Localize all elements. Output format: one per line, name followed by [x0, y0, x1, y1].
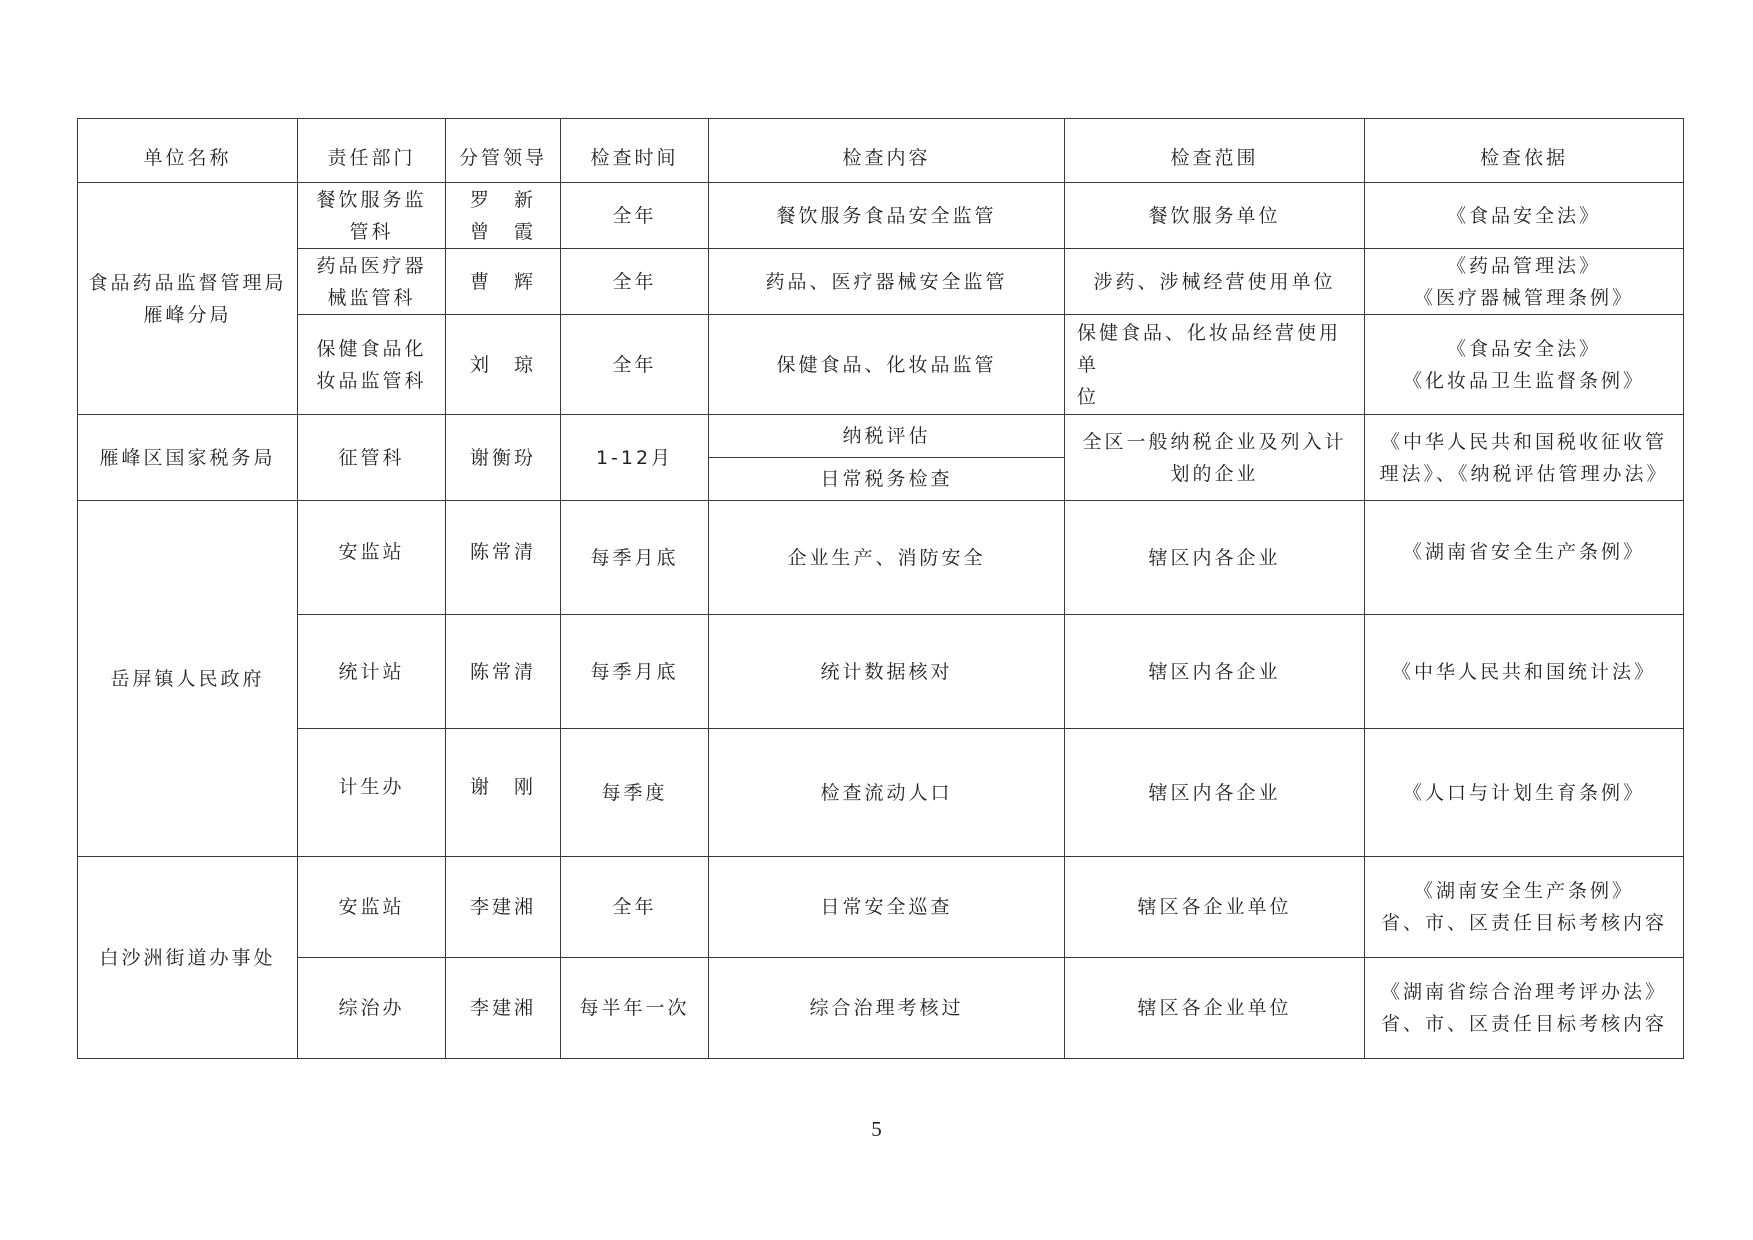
- table-row: [78, 857, 1684, 958]
- scope-cell: 辖区各企业单位: [1065, 857, 1365, 958]
- table-header-row: [78, 119, 1684, 183]
- leader-cell: 谢 刚: [446, 729, 561, 857]
- basis-cell: 《药品管理法》 《医疗器械管理条例》: [1365, 249, 1684, 315]
- time-cell: 1-12月: [561, 415, 709, 501]
- content-cell: 日常税务检查: [709, 458, 1065, 501]
- leader-cell: 陈常清: [446, 501, 561, 615]
- unit-cell: 雁峰区国家税务局: [78, 415, 298, 501]
- basis-cell: 《湖南省综合治理考评办法》 省、市、区责任目标考核内容: [1365, 958, 1684, 1059]
- leader-cell: 李建湘: [446, 958, 561, 1059]
- table-row: [78, 729, 1684, 857]
- leader-cell: 谢衡玢: [446, 415, 561, 501]
- table-row: [78, 615, 1684, 729]
- time-cell: 全年: [561, 249, 709, 315]
- header-time: 检查时间: [561, 119, 709, 183]
- dept-cell: 征管科: [298, 415, 446, 501]
- scope-cell: 餐饮服务单位: [1065, 183, 1365, 249]
- content-cell: 日常安全巡查: [709, 857, 1065, 958]
- leader-cell: 刘 琼: [446, 315, 561, 415]
- page-number: 5: [871, 1117, 882, 1141]
- unit-cell: 岳屏镇人民政府: [78, 501, 298, 857]
- dept-cell: 综治办: [298, 958, 446, 1059]
- basis-cell: 《食品安全法》: [1365, 183, 1684, 249]
- basis-cell: 《人口与计划生育条例》: [1365, 729, 1684, 857]
- scope-cell: 全区一般纳税企业及列入计 划的企业: [1065, 415, 1365, 501]
- scope-cell: 涉药、涉械经营使用单位: [1065, 249, 1365, 315]
- header-dept: 责任部门: [298, 119, 446, 183]
- dept-cell: 餐饮服务监 管科: [298, 183, 446, 249]
- header-scope: 检查范围: [1065, 119, 1365, 183]
- basis-cell: 《湖南省安全生产条例》: [1365, 501, 1684, 615]
- time-cell: 每季度: [561, 729, 709, 857]
- header-content: 检查内容: [709, 119, 1065, 183]
- header-unit: 单位名称: [78, 119, 298, 183]
- dept-cell: 统计站: [298, 615, 446, 729]
- header-basis: 检查依据: [1365, 119, 1684, 183]
- dept-cell: 药品医疗器 械监管科: [298, 249, 446, 315]
- table-row: [78, 183, 1684, 249]
- dept-cell: 安监站: [298, 857, 446, 958]
- dept-cell: 保健食品化 妆品监管科: [298, 315, 446, 415]
- leader-cell: 李建湘: [446, 857, 561, 958]
- time-cell: 每季月底: [561, 615, 709, 729]
- content-cell: 综合治理考核过: [709, 958, 1065, 1059]
- scope-cell: 辖区内各企业: [1065, 615, 1365, 729]
- time-cell: 每季月底: [561, 501, 709, 615]
- content-cell: 统计数据核对: [709, 615, 1065, 729]
- leader-cell: 罗 新 曾 霞: [446, 183, 561, 249]
- basis-cell: 《中华人民共和国税收征收管 理法》、《纳税评估管理办法》: [1365, 415, 1684, 501]
- content-cell: 企业生产、消防安全: [709, 501, 1065, 615]
- scope-cell: 辖区内各企业: [1065, 501, 1365, 615]
- time-cell: 全年: [561, 315, 709, 415]
- content-cell: 保健食品、化妆品监管: [709, 315, 1065, 415]
- header-leader: 分管领导: [446, 119, 561, 183]
- dept-cell: 安监站: [298, 501, 446, 615]
- content-cell: 检查流动人口: [709, 729, 1065, 857]
- table-row: [78, 249, 1684, 315]
- content-cell: 餐饮服务食品安全监管: [709, 183, 1065, 249]
- content-cell: 药品、医疗器械安全监管: [709, 249, 1065, 315]
- table-row: [78, 958, 1684, 1059]
- table-row: [78, 415, 1684, 458]
- scope-cell: 辖区各企业单位: [1065, 958, 1365, 1059]
- scope-cell: 辖区内各企业: [1065, 729, 1365, 857]
- leader-cell: 陈常清: [446, 615, 561, 729]
- time-cell: 全年: [561, 857, 709, 958]
- table-row: [78, 501, 1684, 615]
- unit-cell: 白沙洲街道办事处: [78, 857, 298, 1059]
- basis-cell: 《中华人民共和国统计法》: [1365, 615, 1684, 729]
- basis-cell: 《食品安全法》 《化妆品卫生监督条例》: [1365, 315, 1684, 415]
- leader-cell: 曹 辉: [446, 249, 561, 315]
- inspection-table: [77, 118, 1684, 1059]
- table-row: [78, 315, 1684, 415]
- scope-cell: 保健食品、化妆品经营使用单 位: [1065, 315, 1365, 415]
- dept-cell: 计生办: [298, 729, 446, 857]
- basis-cell: 《湖南安全生产条例》 省、市、区责任目标考核内容: [1365, 857, 1684, 958]
- unit-cell: 食品药品监督管理局 雁峰分局: [78, 183, 298, 415]
- time-cell: 每半年一次: [561, 958, 709, 1059]
- time-cell: 全年: [561, 183, 709, 249]
- content-cell: 纳税评估: [709, 415, 1065, 458]
